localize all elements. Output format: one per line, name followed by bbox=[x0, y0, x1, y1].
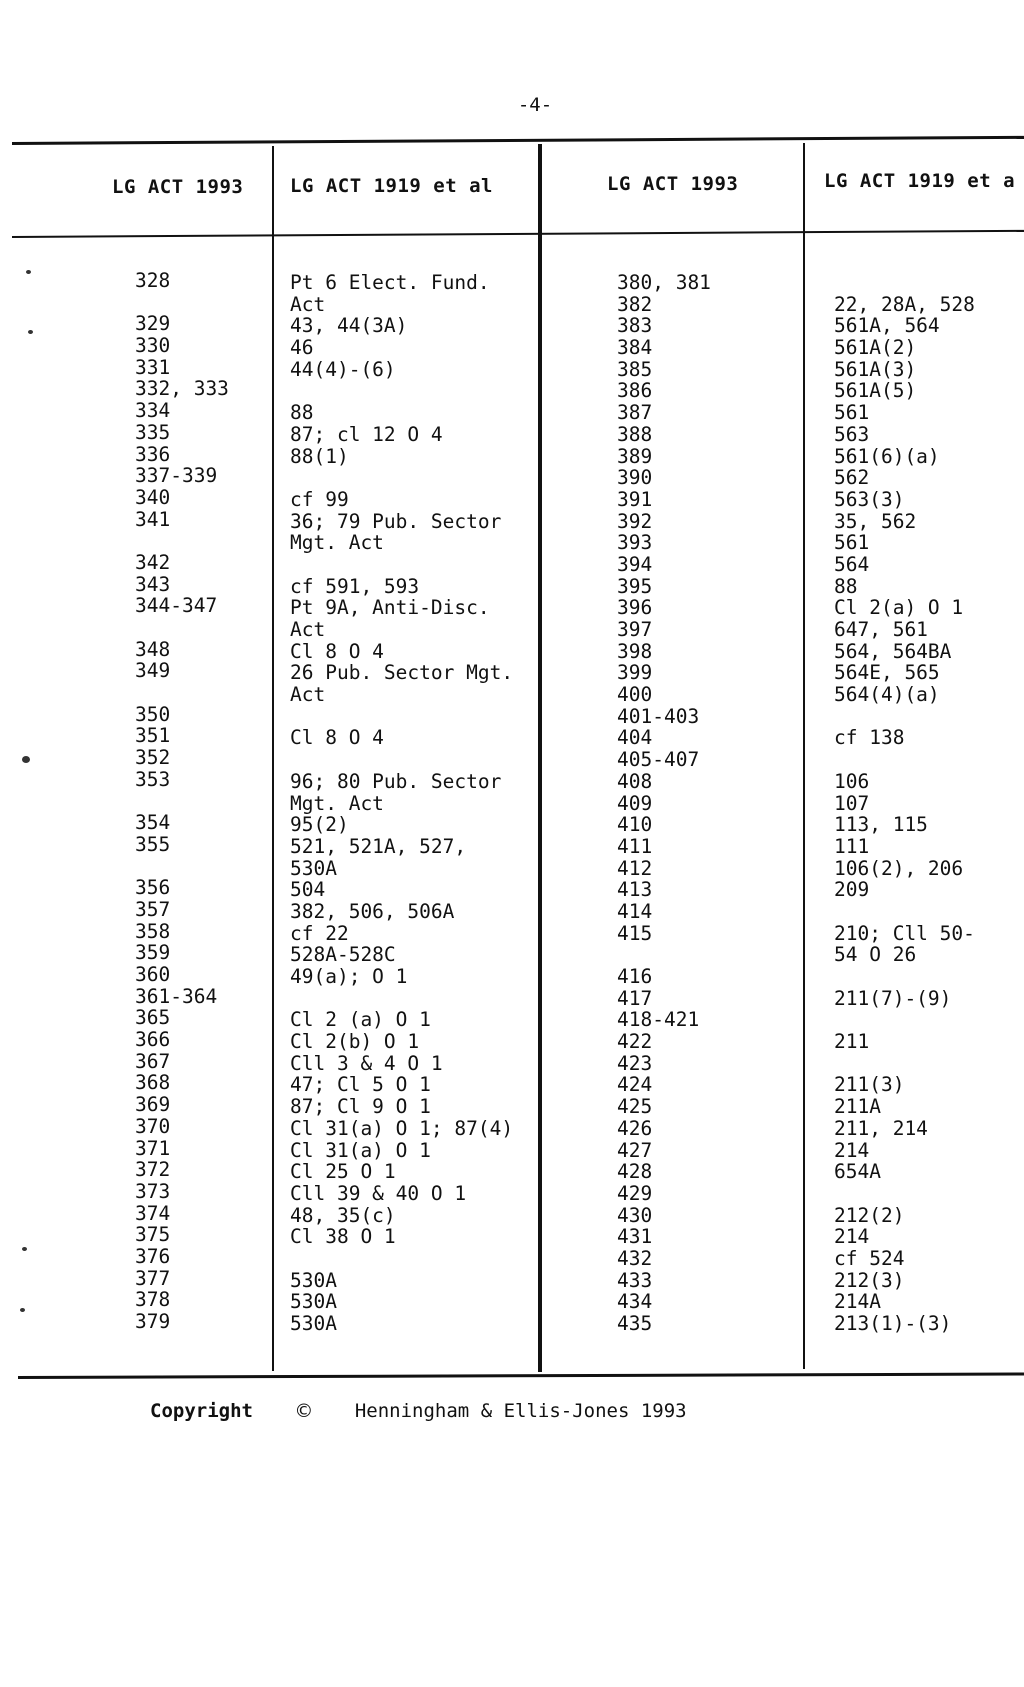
table-cell: 44(4)-(6) bbox=[290, 357, 396, 381]
table-cell: 352 bbox=[135, 746, 171, 770]
table-cell: 504 bbox=[290, 878, 326, 902]
table-cell: 336 bbox=[135, 442, 171, 466]
table-cell: 210; Cll 50- bbox=[834, 921, 975, 945]
table-cell: Act bbox=[290, 292, 326, 316]
table-cell: 357 bbox=[135, 897, 171, 921]
scan-speck bbox=[22, 1247, 27, 1251]
table-cell: 564, 564BA bbox=[834, 639, 952, 663]
table-cell: Mgt. Act bbox=[290, 531, 384, 555]
table-cell: 530A bbox=[290, 856, 337, 880]
table-cell: 388 bbox=[617, 422, 653, 446]
table-cell: 654A bbox=[834, 1160, 881, 1184]
table-cell: 392 bbox=[617, 509, 653, 533]
table-cell: 361-364 bbox=[135, 984, 218, 1008]
table-cell: 389 bbox=[617, 444, 653, 468]
column-right-1993 bbox=[617, 272, 711, 1335]
table-cell: 88 bbox=[834, 574, 858, 598]
table-cell: 427 bbox=[617, 1138, 653, 1162]
table-cell bbox=[135, 617, 229, 639]
table-cell: 332, 333 bbox=[135, 377, 229, 401]
table-cell: Cl 2(b) O 1 bbox=[290, 1030, 420, 1054]
table-cell: 434 bbox=[617, 1290, 653, 1314]
column-divider-1 bbox=[272, 146, 274, 1371]
table-cell: 54 O 26 bbox=[834, 943, 917, 967]
table-cell: 209 bbox=[834, 878, 870, 902]
table-cell: 409 bbox=[617, 791, 653, 815]
table-cell: 106(2), 206 bbox=[834, 856, 964, 880]
table-cell: 379 bbox=[135, 1310, 171, 1333]
table-cell bbox=[290, 467, 513, 489]
table-cell: 390 bbox=[617, 466, 653, 490]
table-cell: 387 bbox=[617, 401, 653, 425]
table-cell bbox=[834, 1053, 975, 1075]
table-cell bbox=[290, 554, 513, 576]
table-cell: 417 bbox=[617, 986, 653, 1010]
table-cell: 376 bbox=[135, 1244, 171, 1268]
table-cell: 349 bbox=[135, 659, 171, 683]
header-bottom-rule bbox=[12, 230, 1024, 238]
table-cell: Pt 6 Elect. Fund. bbox=[290, 271, 490, 294]
table-cell: Cl 2 (a) O 1 bbox=[290, 1008, 431, 1032]
column-left-1919 bbox=[290, 272, 513, 1335]
table-cell: 365 bbox=[135, 1006, 171, 1030]
table-cell: 43, 44(3A) bbox=[290, 314, 408, 338]
table-cell bbox=[617, 944, 711, 966]
table-cell: 350 bbox=[135, 702, 171, 726]
table-cell: 426 bbox=[617, 1116, 653, 1140]
table-cell: 359 bbox=[135, 941, 171, 965]
table-cell: 335 bbox=[135, 420, 171, 444]
column-divider-2 bbox=[538, 144, 542, 1372]
table-cell: 564E, 565 bbox=[834, 661, 940, 685]
table-cell: 563 bbox=[834, 422, 870, 446]
table-cell: 211(7)-(9) bbox=[834, 986, 952, 1010]
table-cell: 331 bbox=[135, 355, 171, 379]
table-cell: 561 bbox=[834, 401, 870, 425]
table-cell: 563(3) bbox=[834, 487, 905, 511]
table-cell: 431 bbox=[617, 1225, 653, 1249]
table-cell: 211A bbox=[834, 1095, 881, 1119]
table-cell: 561A(5) bbox=[834, 379, 917, 403]
table-cell: 358 bbox=[135, 919, 171, 943]
table-cell: 416 bbox=[617, 965, 653, 988]
table-cell: 561(6)(a) bbox=[834, 444, 940, 468]
table-cell: 360 bbox=[135, 963, 171, 986]
table-cell: 88 bbox=[290, 401, 314, 425]
table-cell: 377 bbox=[135, 1266, 171, 1290]
table-cell: 356 bbox=[135, 876, 171, 900]
table-cell: 107 bbox=[834, 791, 870, 815]
table-cell bbox=[290, 988, 513, 1010]
table-cell: 391 bbox=[617, 487, 653, 511]
table-cell: 414 bbox=[617, 899, 653, 923]
table-cell: cf 591, 593 bbox=[290, 574, 420, 598]
table-cell: 328 bbox=[135, 269, 171, 292]
table-top-rule bbox=[12, 136, 1024, 145]
table-cell: Cll 39 & 40 O 1 bbox=[290, 1181, 467, 1205]
table-cell: 22, 28A, 528 bbox=[834, 292, 975, 316]
table-cell: 394 bbox=[617, 552, 653, 576]
table-cell: Act bbox=[290, 683, 326, 707]
header-left-1993: LG ACT 1993 bbox=[112, 176, 244, 198]
column-divider-3 bbox=[803, 143, 805, 1369]
table-cell: 113, 115 bbox=[834, 813, 928, 837]
table-cell: cf 138 bbox=[834, 726, 905, 750]
table-cell: 423 bbox=[617, 1051, 653, 1075]
table-cell: cf 22 bbox=[290, 921, 349, 945]
table-cell: 48, 35(c) bbox=[290, 1203, 396, 1227]
table-cell: 366 bbox=[135, 1028, 171, 1052]
table-cell: 562 bbox=[834, 466, 870, 490]
table-cell bbox=[290, 749, 513, 771]
table-cell: 393 bbox=[617, 531, 653, 555]
scan-speck bbox=[22, 756, 30, 763]
table-cell: 348 bbox=[135, 637, 171, 661]
table-cell bbox=[135, 791, 229, 813]
table-cell: Act bbox=[290, 618, 326, 641]
table-cell: 408 bbox=[617, 769, 653, 793]
table-cell: 412 bbox=[617, 856, 653, 880]
table-cell: 96; 80 Pub. Sector bbox=[290, 769, 502, 793]
table-cell: 561A(3) bbox=[834, 357, 917, 381]
table-cell: 212(3) bbox=[834, 1268, 905, 1292]
table-cell: 521, 521A, 527, bbox=[290, 834, 467, 858]
table-cell: 35, 562 bbox=[834, 509, 917, 533]
table-cell bbox=[834, 1183, 975, 1205]
table-cell: 329 bbox=[135, 312, 171, 336]
scan-speck bbox=[28, 330, 33, 334]
table-cell bbox=[834, 966, 975, 988]
header-left-1919-text: LG ACT 1919 et al bbox=[290, 175, 493, 197]
table-cell: 411 bbox=[617, 834, 653, 858]
table-cell bbox=[135, 292, 229, 314]
table-cell: 564 bbox=[834, 552, 870, 576]
table-cell: 424 bbox=[617, 1073, 653, 1097]
table-cell: 396 bbox=[617, 596, 653, 620]
table-cell: 371 bbox=[135, 1136, 171, 1160]
column-left-1993 bbox=[135, 270, 229, 1333]
table-cell bbox=[834, 272, 975, 294]
table-cell: 369 bbox=[135, 1093, 171, 1117]
table-cell: 214A bbox=[834, 1290, 881, 1314]
table-cell: 374 bbox=[135, 1201, 171, 1225]
table-cell: 351 bbox=[135, 724, 171, 748]
table-cell: 425 bbox=[617, 1095, 653, 1119]
table-cell: 211, 214 bbox=[834, 1116, 928, 1140]
table-cell: 530A bbox=[290, 1268, 337, 1292]
table-cell: 367 bbox=[135, 1049, 171, 1073]
header-left-1919 bbox=[290, 175, 493, 197]
table-cell: Pt 9A, Anti-Disc. bbox=[290, 596, 490, 620]
table-cell: 528A-528C bbox=[290, 943, 396, 967]
table-cell: 49(a); O 1 bbox=[290, 965, 408, 988]
scan-speck bbox=[20, 1308, 25, 1312]
table-cell bbox=[290, 1248, 513, 1270]
table-cell: 385 bbox=[617, 357, 653, 381]
table-cell: 397 bbox=[617, 618, 653, 641]
table-cell: 212(2) bbox=[834, 1203, 905, 1227]
table-cell: 382, 506, 506A bbox=[290, 899, 455, 923]
table-cell: 373 bbox=[135, 1179, 171, 1203]
table-cell bbox=[135, 856, 229, 878]
table-cell: 561A(2) bbox=[834, 336, 917, 360]
table-cell: 353 bbox=[135, 767, 171, 791]
table-cell: Cl 31(a) O 1; 87(4) bbox=[290, 1116, 514, 1140]
header-right-1993: LG ACT 1993 bbox=[607, 173, 739, 195]
table-cell: Cl 31(a) O 1 bbox=[290, 1138, 431, 1162]
table-cell: 564(4)(a) bbox=[834, 683, 940, 707]
table-cell: 111 bbox=[834, 834, 870, 858]
header-right-1919 bbox=[824, 170, 1015, 192]
table-cell: 405-407 bbox=[617, 748, 700, 772]
table-cell: Mgt. Act bbox=[290, 791, 384, 815]
table-cell: 380, 381 bbox=[617, 271, 711, 294]
table-cell: 211 bbox=[834, 1030, 870, 1054]
header-right-1919-text: LG ACT 1919 et a bbox=[824, 170, 1016, 192]
table-cell bbox=[290, 380, 513, 402]
table-cell: 395 bbox=[617, 574, 653, 598]
table-cell: 337-339 bbox=[135, 464, 218, 488]
table-cell bbox=[834, 749, 975, 771]
table-cell: 95(2) bbox=[290, 813, 349, 837]
copyright-holder: Henningham & Ellis-Jones 1993 bbox=[354, 1400, 687, 1422]
table-cell: 214 bbox=[834, 1138, 870, 1162]
table-cell: Cl 8 O 4 bbox=[290, 726, 384, 750]
table-cell bbox=[834, 901, 975, 923]
table-cell: 383 bbox=[617, 314, 653, 338]
table-cell bbox=[834, 706, 975, 728]
table-cell: 334 bbox=[135, 399, 171, 423]
table-cell: 214 bbox=[834, 1225, 870, 1249]
copyright-footer bbox=[150, 1400, 687, 1422]
copyright-word: Copyright bbox=[150, 1400, 253, 1422]
table-cell: 386 bbox=[617, 379, 653, 403]
table-cell: 413 bbox=[617, 878, 653, 902]
table-cell: cf 524 bbox=[834, 1246, 905, 1270]
table-cell: 401-403 bbox=[617, 704, 700, 728]
scan-speck bbox=[26, 270, 31, 274]
table-cell: 561A, 564 bbox=[834, 314, 940, 338]
table-cell: 46 bbox=[290, 336, 314, 360]
table-cell: 26 Pub. Sector Mgt. bbox=[290, 661, 514, 685]
table-cell: Cl 2(a) O 1 bbox=[834, 596, 964, 620]
table-cell: 375 bbox=[135, 1223, 171, 1247]
table-cell: 399 bbox=[617, 661, 653, 685]
table-cell: 400 bbox=[617, 683, 653, 707]
table-cell: 88(1) bbox=[290, 444, 349, 468]
column-right-1919 bbox=[834, 272, 975, 1335]
table-cell: 561 bbox=[834, 531, 870, 555]
table-cell: 47; Cl 5 O 1 bbox=[290, 1073, 431, 1097]
table-cell: 355 bbox=[135, 832, 171, 856]
table-cell: 372 bbox=[135, 1158, 171, 1182]
table-cell: 211(3) bbox=[834, 1073, 905, 1097]
table-cell: 36; 79 Pub. Sector bbox=[290, 509, 502, 533]
page-number: -4- bbox=[517, 94, 553, 116]
table-cell: 410 bbox=[617, 813, 653, 837]
table-cell: 432 bbox=[617, 1246, 653, 1270]
table-cell: 530A bbox=[290, 1312, 337, 1335]
table-cell: 422 bbox=[617, 1030, 653, 1054]
table-cell: 342 bbox=[135, 550, 171, 574]
table-cell: Cll 3 & 4 O 1 bbox=[290, 1051, 443, 1075]
copyright-symbol-icon: © bbox=[294, 1400, 314, 1422]
table-cell: 415 bbox=[617, 921, 653, 945]
table-cell: 418-421 bbox=[617, 1008, 700, 1032]
table-cell: 430 bbox=[617, 1203, 653, 1227]
table-cell: 354 bbox=[135, 811, 171, 835]
table-cell: 384 bbox=[617, 336, 653, 360]
table-cell: Cl 25 O 1 bbox=[290, 1160, 396, 1184]
table-cell: 435 bbox=[617, 1312, 653, 1335]
table-cell: 370 bbox=[135, 1114, 171, 1138]
table-cell: 398 bbox=[617, 639, 653, 663]
table-cell: 382 bbox=[617, 292, 653, 316]
table-cell: 341 bbox=[135, 507, 171, 531]
table-cell: 429 bbox=[617, 1181, 653, 1205]
table-cell: Cl 38 O 1 bbox=[290, 1225, 396, 1249]
table-cell: 87; cl 12 O 4 bbox=[290, 422, 443, 446]
table-cell: 433 bbox=[617, 1268, 653, 1292]
table-cell: 343 bbox=[135, 572, 171, 596]
table-cell bbox=[290, 706, 513, 728]
table-cell bbox=[135, 530, 229, 552]
table-cell: 378 bbox=[135, 1288, 171, 1312]
table-cell: 330 bbox=[135, 334, 171, 358]
table-cell: cf 99 bbox=[290, 487, 349, 511]
table-cell: 428 bbox=[617, 1160, 653, 1184]
table-bottom-rule bbox=[18, 1372, 1024, 1379]
table-cell: 530A bbox=[290, 1290, 337, 1314]
table-cell: 87; Cl 9 O 1 bbox=[290, 1095, 431, 1119]
table-cell: Cl 8 O 4 bbox=[290, 639, 384, 663]
table-cell: 106 bbox=[834, 769, 870, 793]
table-cell: 213(1)-(3) bbox=[834, 1312, 952, 1335]
table-cell: 368 bbox=[135, 1071, 171, 1095]
table-cell: 404 bbox=[617, 726, 653, 750]
table-cell: 340 bbox=[135, 485, 171, 509]
table-cell: 647, 561 bbox=[834, 618, 928, 641]
table-cell: 344-347 bbox=[135, 594, 218, 618]
table-cell bbox=[834, 1009, 975, 1031]
table-cell bbox=[135, 682, 229, 704]
